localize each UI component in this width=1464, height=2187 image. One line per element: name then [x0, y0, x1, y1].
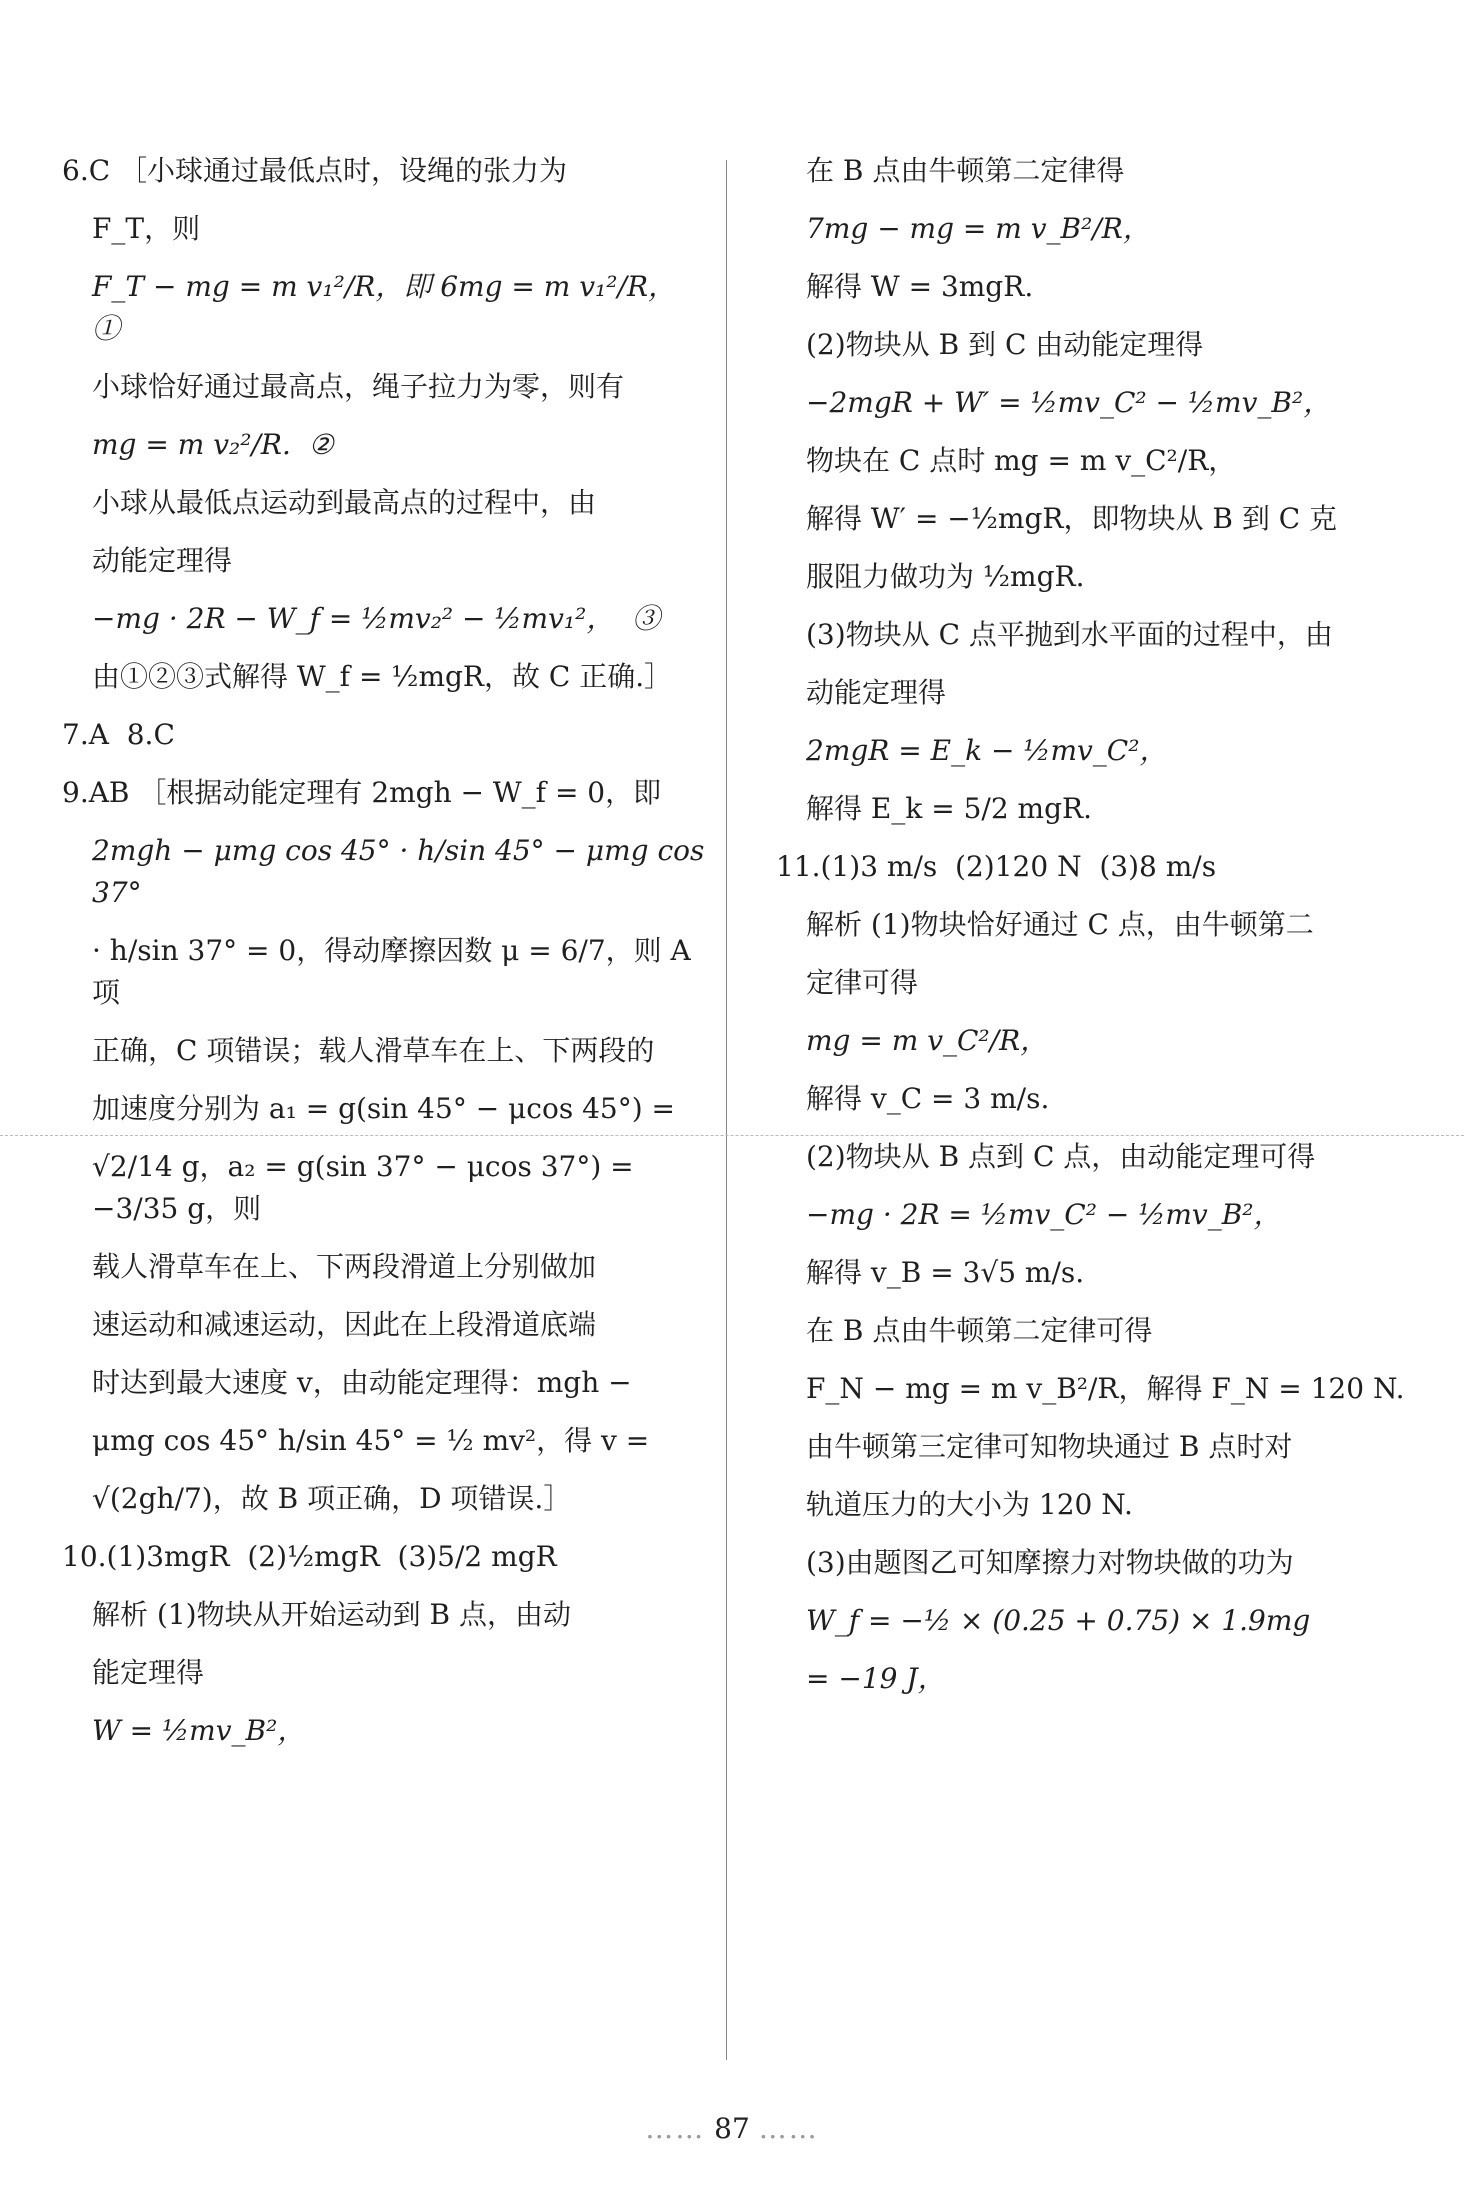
left-column-line: 9.AB ［根据动能定理有 2mgh − W_f = 0，即 — [62, 776, 662, 809]
left-column-line: W = ½mv_B²， — [92, 1714, 306, 1747]
right-column-line: 由牛顿第三定律可知物块通过 B 点时对 — [806, 1430, 1293, 1463]
left-column-line: 载人滑草车在上、下两段滑道上分别做加 — [92, 1250, 597, 1283]
right-column-line: F_N − mg = m v_B²/R，解得 F_N = 120 N. — [806, 1372, 1405, 1405]
right-column-line: 轨道压力的大小为 120 N. — [806, 1488, 1133, 1521]
right-column-line: 在 B 点由牛顿第二定律得 — [806, 154, 1125, 187]
right-column-line: 动能定理得 — [806, 676, 947, 709]
left-column-line: F_T，则 — [92, 212, 201, 245]
right-column-line: 解得 W′ = −½mgR，即物块从 B 到 C 克 — [806, 502, 1338, 535]
left-column — [62, 150, 714, 1768]
right-column-line: 11.(1)3 m/s (2)120 N (3)8 m/s — [776, 850, 1217, 883]
right-column-line: (3)物块从 C 点平抛到水平面的过程中，由 — [806, 618, 1333, 651]
right-column-line: 解析 (1)物块恰好通过 C 点，由牛顿第二 — [806, 908, 1314, 941]
left-column-line: 10.(1)3mgR (2)½mgR (3)5/2 mgR — [62, 1540, 557, 1573]
left-column-line: 时达到最大速度 v，由动能定理得：mgh − — [92, 1366, 632, 1399]
left-column-line: √(2gh/7)，故 B 项正确，D 项错误.］ — [92, 1482, 572, 1515]
footer-dots-right: …… — [758, 2112, 819, 2145]
right-column — [776, 150, 1416, 1716]
left-column-line: 6.C ［小球通过最低点时，设绳的张力为 — [62, 154, 568, 187]
right-column-line: mg = m v_C²/R， — [806, 1024, 1049, 1057]
column-divider — [726, 160, 727, 2060]
left-column-line: 正确，C 项错误；载人滑草车在上、下两段的 — [92, 1034, 655, 1067]
right-column-line: −2mgR + W′ = ½mv_C² − ½mv_B²， — [806, 386, 1332, 419]
right-column-line: −mg · 2R = ½mv_C² − ½mv_B²， — [806, 1198, 1282, 1231]
right-column-line: 在 B 点由牛顿第二定律可得 — [806, 1314, 1153, 1347]
left-column-line: 由①②③式解得 W_f = ½mgR，故 C 正确.］ — [92, 660, 673, 693]
right-column-line: 2mgR = E_k − ½mv_C²， — [806, 734, 1168, 767]
right-column-line: 7mg − mg = m v_B²/R， — [806, 212, 1151, 245]
left-column-line: 速运动和减速运动，因此在上段滑道底端 — [92, 1308, 597, 1341]
right-column-line: 服阻力做功为 ½mgR. — [806, 560, 1085, 593]
right-column-line: 解得 v_C = 3 m/s. — [806, 1082, 1050, 1115]
footer-dots-left: …… — [645, 2112, 706, 2145]
right-column-line: 解得 v_B = 3√5 m/s. — [806, 1256, 1085, 1289]
right-column-line: 解得 W = 3mgR. — [806, 270, 1034, 303]
right-column-line: 定律可得 — [806, 966, 919, 999]
left-column-line: 能定理得 — [92, 1656, 205, 1689]
left-column-line: μmg cos 45° h/sin 45° = ½ mv²，得 v = — [92, 1424, 650, 1457]
left-column-line: 解析 (1)物块从开始运动到 B 点，由动 — [92, 1598, 571, 1631]
left-column-line: 小球从最低点运动到最高点的过程中，由 — [92, 486, 597, 519]
right-column-line: 解得 E_k = 5/2 mgR. — [806, 792, 1092, 825]
left-column-line: √2/14 g，a₂ = g(sin 37° − μcos 37°) = −3/35 g，则 — [92, 1150, 643, 1225]
page-footer — [0, 2112, 1464, 2145]
left-column-line: −mg · 2R − W_f = ½mv₂² − ½mv₁²， ③ — [92, 602, 661, 635]
right-column-line: = −19 J， — [806, 1662, 946, 1695]
left-column-line: mg = m v₂²/R. ② — [92, 428, 334, 461]
right-column-line: (3)由题图乙可知摩擦力对物块做的功为 — [806, 1546, 1294, 1579]
right-column-line: W_f = −½ × (0.25 + 0.75) × 1.9mg — [806, 1604, 1311, 1637]
left-column-line: · h/sin 37° = 0，得动摩擦因数 μ = 6/7，则 A 项 — [92, 934, 700, 1009]
left-column-line: 动能定理得 — [92, 544, 233, 577]
left-column-line: 2mgh − μmg cos 45° · h/sin 45° − μmg cos 37° — [92, 834, 714, 909]
right-column-line: 物块在 C 点时 mg = m v_C²/R， — [806, 444, 1237, 477]
left-column-line: 7.A 8.C — [62, 718, 175, 751]
left-column-line: 小球恰好通过最高点，绳子拉力为零，则有 — [92, 370, 625, 403]
page-number: 87 — [714, 2112, 750, 2145]
left-column-line: F_T − mg = m v₁²/R，即 6mg = m v₁²/R， ① — [92, 270, 694, 345]
left-column-line: 加速度分别为 a₁ = g(sin 45° − μcos 45°) = — [92, 1092, 675, 1125]
right-column-line: (2)物块从 B 点到 C 点，由动能定理可得 — [806, 1140, 1316, 1173]
right-column-line: (2)物块从 B 到 C 由动能定理得 — [806, 328, 1204, 361]
